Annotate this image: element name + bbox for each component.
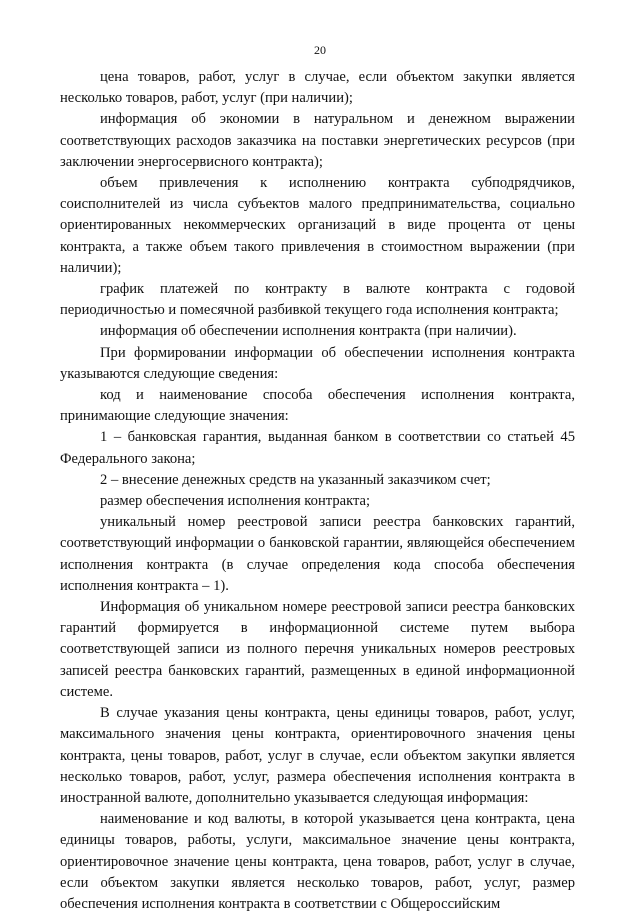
paragraph: цена товаров, работ, услуг в случае, если объектом закупки является несколько товаров, работ, услуг (при наличии); [60, 69, 575, 107]
paragraph: размер обеспечения исполнения контракта; [100, 493, 371, 510]
paragraph: 1 – банковская гарантия, выданная банком в соответствии со статьей 45 Федерального закона; [60, 429, 575, 467]
paragraph: код и наименование способа обеспечения исполнения контракта, принимающие следующие значения: [60, 387, 575, 425]
paragraph: объем привлечения к исполнению контракта субподрядчиков, соисполнителей из числа субъектов малого предпринимательства, социально ориентированных некоммерческих организаций в виде процента от цены контракта, а также объем такого привлечения в стоимостном выражении (при наличии); [60, 175, 575, 276]
paragraph: При формировании информации об обеспечении исполнения контракта указываются следующие сведения: [60, 344, 575, 382]
paragraph: наименование и код валюты, в которой указывается цена контракта, цена единицы товаров, работы, услуги, максимальное значение цены контракта, ориентировочное значение цены контракта, цена товаров, работ, услуг в случае, если объектом закупки является несколько товаров, работ, услуг, размер обеспечения исполнения контракта в соответствии с Общероссийским [60, 811, 575, 912]
paragraph: информация об экономии в натуральном и денежном выражении соответствующих расходов заказчика на поставки энергетических ресурсов (при заключении энергосервисного контракта); [60, 111, 575, 170]
paragraph: В случае указания цены контракта, цены единицы товаров, работ, услуг, максимального значения цены контракта, ориентировочного значения цены контракта, цены товаров, работ, услуг в случае, если объектом закупки является несколько товаров, работ, услуг, размера обеспечения исполнения контракта в иностранной валюте, дополнительно указывается следующая информация: [60, 705, 575, 806]
document-body [60, 67, 575, 915]
paragraph: график платежей по контракту в валюте контракта с годовой периодичностью и помесячной разбивкой текущего года исполнения контракта; [60, 281, 575, 319]
paragraph: уникальный номер реестровой записи реестра банковских гарантий, соответствующий информации о банковской гарантии, являющейся обеспечением исполнения контракта (в случае определения кода способа обеспечения исполнения контракта – 1). [60, 514, 575, 594]
paragraph: информация об обеспечении исполнения контракта (при наличии). [100, 323, 517, 340]
page-number: 20 [314, 43, 326, 57]
paragraph: 2 – внесение денежных средств на указанный заказчиком счет; [100, 471, 491, 488]
paragraph: Информация об уникальном номере реестровой записи реестра банковских гарантий формируется в информационной системе путем выбора соответствующей записи из полного перечня уникальных номеров реестровых записей реестра банковских гарантий, размещенных в единой информационной системе. [60, 599, 575, 700]
